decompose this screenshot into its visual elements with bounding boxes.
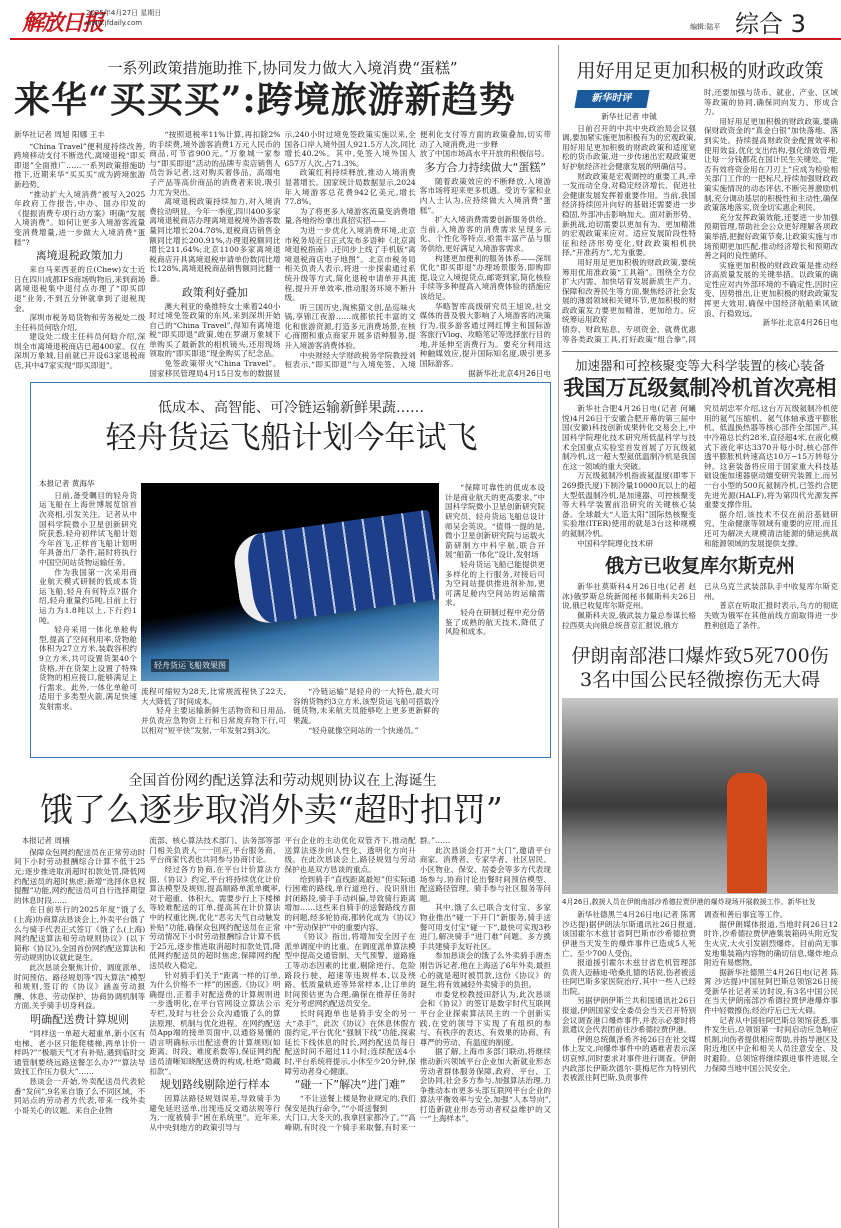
paragraph: 听三国历史,淘熊猫文创,品巡味火锅,享锦江夜游……成都依托丰富的文化和旅游资源,打造多元消费场景,在核心商圈和重点商家开展多语种服务,提升入境游客消费体验。 bbox=[284, 302, 416, 351]
paragraph: 随着政策效应的不断释放,入境游客市场将迎来更多机遇。受访专家和业内人士认为,应持续做大入境消费“蛋糕”。 bbox=[419, 176, 551, 215]
article-kicker: 低成本、高智能、可冷链运输新鲜果蔬…… bbox=[158, 400, 424, 417]
paragraph: 日前,备受瞩目的轻舟货运飞船在上海世博展览馆首次亮相,引发关注。记者从中国科学院微小卫星创新研究院获悉,轻舟初样试飞船计划今年首飞,正样首飞船计划明年具备出厂条件,届时将执行中国空间站货物运输任务。 bbox=[39, 490, 137, 567]
paragraph: “冷链运输”是轻舟的一大特色,最大可容纳货物约3立方米,该型货运飞船可搭载冷链货物,未来航天员能够吃上更多更新鲜的果蔬。 bbox=[293, 687, 439, 726]
image-caption: 轻舟货运飞船效果图 bbox=[151, 659, 229, 672]
article-body bbox=[14, 836, 551, 1132]
article-headline: 来华“买买买”:跨境旅游新趋势 bbox=[14, 79, 516, 121]
paragraph: 在日前举行的2025年度“饿了么(上海)协商算法恳谈会上,外卖平台饿了么与骑手代表正式签订《饿了么(上海)网约配送算法和劳动规则协议》(以下简称《协议》),全国首份网约配送算法和劳动规则协议就此诞生。 bbox=[14, 905, 146, 963]
paragraph: 用好用足更加积极的财政政策,要统筹用优用准政策“工具箱”。围绕全方位扩大内需、加快培育发展新质生产力、保障和改善民生等方面,聚焦经济社会发展的薄弱领域和关键环节,更加积极的财政政策发力要更加精准、更加给力。应统筹运用政府 bbox=[562, 257, 696, 325]
left-region bbox=[14, 58, 551, 1132]
article-body bbox=[562, 404, 838, 548]
article-headline: 俄方已收复库尔斯克州 bbox=[604, 555, 795, 578]
paragraph: 离境退税政策持续加力,对入境消费拉动明显。今年一季度,四川400多家离境退税商店办理离境退税境外游客数量同比增长204.78%,退税商店销售金额同比增长200.91%,办理退税额同比增长211.64%;北京1100多家离境退税商店开具离境退税申请单份数同比增长128%,离境退税商品销售额同比翻一番。 bbox=[149, 197, 281, 283]
paragraph: 放了中国市场高水平开放的积极信号。 bbox=[419, 149, 549, 159]
article-column bbox=[39, 479, 137, 711]
paragraph: 另据伊朗伊斯兰共和国通讯社26日报道,伊朗国家安全委员会当天召开特别会议调查港口爆炸事件,并表示必要时将派遣议会代表团前往沙希德拉贾伊港。 bbox=[562, 996, 696, 1035]
paragraph: 据新华社德黑兰4月26日电(记者 陈霄 沙达提)中国驻阿巴斯总领馆26日接受新华社记者采访时说,有3名中国公民在当天伊朗南部沙希德拉贾伊港爆炸事件中轻微擦伤,经治疗后已无大碍。 bbox=[704, 967, 838, 1016]
newspaper-logo: 解放日报 bbox=[22, 10, 103, 36]
byline: 本报记者 黄海华 bbox=[39, 479, 95, 489]
paragraph: 保障众包网约配送员在正常劳动时间下小时劳动报酬综合计算不低于25元;逐步推进取消超时扣款处罚,降低网约配送员的超时焦虑;新增“选择休息权提醒”功能,网约配送员可自行选择期望的休息时段…… bbox=[14, 847, 146, 905]
paragraph: 参加恳谈会的饿了么外卖骑手唐杰刚告诉记者,他在上海送了6年外卖,最担心的就是超时被罚款,这份《协议》的诞生,将有效减轻外卖骑手的负担。 bbox=[419, 951, 551, 990]
dateline-sign: 新华社北京4月26日电 bbox=[762, 318, 838, 328]
article-column bbox=[141, 687, 286, 735]
paragraph: 究员胡忠军介绍,这台万瓦级氦制冷机使用的氦气压缩机、氦气体轴承透平膨胀机、低温换热器等核心部件全部国产,其中冷箱总长约28米,直径超4米,在液化模式下液化率达3370升每小时,核心部件透平膨胀机转速高达10万~15万转每分钟。这套装备将应用于国家重大科技基础设施加速器驱动嬗变研究装置上,而另一台小型的500瓦氦制冷机,已签约合肥先进光源(HALF),将为第四代光源发挥重要支撑作用。 bbox=[704, 404, 838, 510]
right-region bbox=[562, 58, 838, 1083]
paragraph: 给到骑手“直线距离最短”但实际通行困难的路线,单行道逆行、没识别出封闭路段,骑手手动纠偏,导致骑行距离增加……这些来自骑手的送餐路线方面的问题,经多轮协商,都转化成为《协议》中“劳动保护”中的重要内容。 bbox=[284, 874, 416, 932]
paragraph: 用好用足更加积极的财政政策,要确保财政资金的“真金白银”加快落地、落到实处。持续提高财政资金配置效率和使用效益,优化支出结构,强化绩效管理,让每一分钱都花在国计民生关键处。“能否有效将资金用在刀刃上”应成为检验相关部门工作的一把标尺,持续加强财政政策实施情况的动态评估,不断完善激励机制,充分调动基层的积极性和主动性,确保政策落地落实,资金切实惠企利民。 bbox=[704, 116, 838, 213]
paragraph: 轻舟在研制过程中充分借鉴了成熟的航天技术,降低了风险和成本。 bbox=[445, 607, 545, 637]
subheading: “碰一下”解决“进门难” bbox=[294, 1078, 406, 1092]
paragraph: 中央财经大学财政税务学院教授刘桓表示,“即买即退”与入境免签、入境便利化支付等方面的政策叠加,切实带动了入境消费,进一步释 bbox=[284, 130, 551, 370]
paragraph: 财政政策是宏观调控的重要工具,牵一发而动全身,对稳定经济增长、促进社会健康发展发挥着重要作用。当前,我国经济持续回升向好的基础还需要进一步稳固,外部冲击影响加大。面对新形势、新挑战,迫切需要以更加有为、更加精准的宏观政策来应对。适应发展阶段性特征和经济形势变化,财政政策相机抉择,“开准药方”,尤为重要。 bbox=[562, 171, 696, 258]
paragraph: 普京在听取汇报时表示,乌方的彻底失败为俄军在其他前线方面取得进一步胜利创造了条件。 bbox=[704, 601, 838, 630]
paragraph: 伊朗总统佩泽希齐扬26日在社交媒体上发文,向爆炸事件中的遇难者表示深切哀悼,同时要求对事件进行调查。伊朗内政部长伊斯坎德尔·莫梅尼作为特别代表被派往阿巴斯,负责事件 bbox=[562, 1034, 696, 1083]
feature-box bbox=[30, 382, 551, 758]
subheading: 多方合力持续做大“蛋糕” bbox=[424, 160, 547, 174]
paragraph: 轻舟货运飞船已能提供更多样化的上行服务,对接后可为空间站提供推进剂补加,更可满足舱内空间站的运输需求。 bbox=[445, 560, 545, 608]
paragraph: 政策红利持续释放,推动入境消费显著增长。国家统计局数据显示,2024年入境游客总花费942亿美元,增长77.8%。 bbox=[284, 168, 416, 207]
subheading: 规划路线剔除逆行样本 bbox=[159, 1078, 270, 1092]
paragraph: 为了将更多入境游客流量变消费增量,各地纷纷拿出真招实招—— bbox=[284, 206, 416, 226]
paragraph: 免签政策带火“China Travel”。国家移民管理局4月15日发布的数据显示,240小时过境免签政策实施以来,全国各口岸入境外国人921.5万人次,同比增长40.2%。其中,免签入境外国人657万人次,占71.3%。 bbox=[149, 130, 416, 378]
paragraph: 作为我国第一次采用商业航天模式研制的低成本货运飞船,轻舟有何特点?据介绍,轻舟重量约5吨,目前上行运力为1.8吨以上,下行约1吨。 bbox=[39, 567, 137, 625]
paragraph: 深圳市税务局货物和劳务税处二级主任科员何晗介绍, bbox=[14, 313, 146, 332]
article-kicker: 全国首份网约配送算法和劳动规则协议在上海诞生 bbox=[128, 773, 437, 790]
issue-date: 2025年4月27日 星期日 bbox=[86, 9, 162, 17]
editorial-headline: 用好用足更加积极的财政政策 bbox=[576, 60, 824, 82]
paragraph: 大门口,大冬天的,我拿回家都冷了。”“高峰期,有时没一个骑手来取餐,有时来一群。”…… bbox=[284, 836, 451, 1132]
spacecraft-image bbox=[141, 483, 439, 681]
paragraph: 《协议》指出,将增加安全因子在派单调度中的比重。在调度派单算法模型中提高交通管制、天气预警、道路施工等动态因素的比重,剔除逆行、危险路段行驶、超速等违规样本,以及绕路、低质量轨迹等异常样本,让订单的时间预估更为合理,确保在推荐任务时充分考虑网约配送员安全。 bbox=[284, 932, 416, 1009]
explosion-photo bbox=[562, 698, 838, 894]
paragraph: 针对骑手们关于“距离一样的订单,为什么价格不一样”的困惑,《协议》明确提出,正着手对配送费的计算规则进一步透明化,在平台官网设立算法公示专栏,及时与社会公众沟通饿了么的算法原理、机制与优化进程。在网约配送员App端的接单页面中,以通俗易懂的语言明确标示出配送费的计算规则(如距离、时段、难度系数等),保证网约配送员清晰知晓配送费的构成,杜绝“隐藏扣款”。 bbox=[149, 970, 281, 1076]
paragraph: 据介绍,该技术不仅在前沿基础研究、生命健康等领域有重要的应用,而且还可为解决大规模清洁能源的储运挑战和能源领域的发展提供支撑。 bbox=[704, 509, 838, 548]
paragraph: 中国科学院理化技术研 bbox=[577, 538, 654, 548]
paragraph: “轻舟就像空间站的一个快递员。” bbox=[308, 725, 419, 735]
paragraph: 万瓦级氦制冷机指液氦温度(即零下269摄氏度)下制冷量10000瓦以上的超大型低温制冷机,是加速器、可控核聚变等大科学装置前沿研究的关键核心装备。全球最大“人造太阳”国际热核聚变实验堆(ITER)使用的就是3台这种规模的氦制冷机。 bbox=[562, 471, 696, 538]
paragraph: 经过各方协商,在平台计价算法方面,《协议》约定,平台将持续优化计价算法模型及规则,提高顺路单派单概率,对于超重、体积大、需要步行上下楼梯等较难配送的订单,提高其在计价算法中的权重比例,优化“恶劣天气自动触发补贴”功能,确保众包网约配送员在正常劳动情况下小时劳动报酬综合计算不低于25元,逐步推进取消超时扣款处罚,降低网约配送员的超时焦虑,保障网约配送员收入稳定。 bbox=[149, 865, 281, 970]
divider bbox=[562, 351, 838, 352]
article-body bbox=[562, 88, 838, 344]
paragraph: 据伊朗媒体报道,当地时间26日12时许,沙希德拉贾伊港集装箱码头附近发生火灾,大火引发剧烈爆炸。目前尚无事发地集装箱内容物的确切信息,爆炸地点附近有易燃物。 bbox=[704, 919, 838, 968]
paragraph: 扩大入境消费需要创新服务供给。当前,入境游客的消费需求呈现多元化、个性化等特点,亟需丰富产品与服务供给,更好满足入境游客需求。 bbox=[419, 215, 551, 253]
paragraph: 已从乌克兰武装部队手中收复库尔斯克州。 bbox=[704, 582, 838, 601]
subheading: 明确配送费计算规则 bbox=[30, 1012, 130, 1026]
paragraph: 调查和善后事宜等工作。 bbox=[704, 910, 788, 920]
article-headline: 伊朗南部港口爆炸致5死700伤 bbox=[571, 645, 829, 668]
paragraph: 市委党校教授田舒认为,此次恳谈会和《协议》的签订是数字时代互联网平台企业探索算法民主的一个创新实践,在党的领导下实现了有组织的参与、有秩序的表达、有效果的协商、有尊严的劳动、有温度的制度。 bbox=[419, 989, 551, 1047]
paragraph: 报道援引霍尔木兹甘省危机管理部负责人迈赫迪·哈桑扎德的话说,伤者被送往阿巴斯多家医院治疗,其中一些人已经出院。 bbox=[562, 958, 696, 996]
article-headline: 饿了么逐步取消外卖“超时扣罚” bbox=[40, 790, 503, 830]
paragraph: 澳大利亚的桑推特女士乘着240小时过境免签政策的东风,来到深圳开始自己的“China Travel”,得知有离境退税“即买即退”政策,她在罗湖万象城下单购买了最新款的相机镜头,还用现场领取的“即买即退”现金购买了纪念品。 bbox=[149, 301, 281, 359]
paragraph: 实施更加积极的财政政策是推动经济高质量发展的关键举措。以政策的确定性应对内外部环境的不确定性,因时应变、因势推出,让更加积极的财政政策发挥更大效用,确保中国经济航船乘风破浪、行稳致远。 bbox=[704, 260, 838, 318]
paragraph: “同样送一单超大超重单,新小区有电梯、老小区只能爬楼梯,两单计价一样吗?”“极端天气才有补贴,遇到临时交通管制要绕远路送餐怎么办?”“算法导致找工作压力很大”…… bbox=[14, 1028, 146, 1077]
paragraph: 新华社德黑兰4月26日电(记者 陈霄 沙达提)据伊朗法尔斯通讯社26日报道,该国霍尔木兹甘省阿巴斯市沙希德拉贾伊港当天发生的爆炸事件已造成5人死亡、至少700人受伤。 bbox=[562, 910, 696, 958]
paragraph: 新华社莫斯科4月26日电(记者 赵冰)俄罗斯总统新闻秘书佩斯科夫26日说,俄已收复库尔斯克州。 bbox=[562, 582, 696, 611]
paragraph: 此次恳谈会打开“大门”,邀请平台商家、消费者、专家学者、社区居民、小区物业、保安、居委会等多方代表现场参与,协商讨论出餐时间预估模型、配送路径管理、骑手参与社区服务等问题。 bbox=[419, 845, 551, 903]
byline: 本报记者 周楠 bbox=[21, 836, 70, 846]
subheading: 政策利好叠加 bbox=[181, 285, 248, 299]
paragraph: 据了解,上海市多部门联动,将继续推动新兴领域平台企业加大新就业形态劳动者群体服务保障,政府、平台、工会协同,社会多方参与,加强算法治理,力争推动本市更多头部互联网平台企业的算法平衡效率与安全,加强“人本导向”,打造新就业形态劳动者权益维护的又一“上海样本”。 bbox=[419, 1047, 551, 1124]
spacecraft-illustration bbox=[231, 510, 439, 627]
paragraph: “China Travel”便利度持续改善,跨境移动支付不断迭代,离境退税“即买即退”全面推广……一系列政策措施助推下,近期来华“买买买”成为跨境旅游新趋势。 bbox=[14, 141, 146, 189]
paragraph: “按照退税率11%计算,再扣除2%的手续费,境外游客消费1万元人民币的商品,可节省900元。”万象城一家参与“即买即退”活动的品牌专卖店销售人员告诉记者,这对购买奢侈品、高端电子产品等高价商品的消费者来说,吸引力尤为突出。 bbox=[149, 130, 281, 197]
rescue-worker-figure bbox=[727, 773, 767, 893]
article-column bbox=[293, 687, 439, 735]
paragraph: 轻舟采用一体化单舱构型,提高了空间利用率,货物舱体积为27立方米,装载容积约9立方米,共可设置货架40个货格,并在货架上设置了特殊货物的相应接口,能够满足上行需求。此外,一体化单舱可适用于多类型火箭,满足快速发射需求。 bbox=[39, 625, 137, 711]
article-body bbox=[562, 910, 838, 1083]
paragraph: 因算法路径规划误差,导致骑手为避免延迟送单,出现违反交通法规等行为,一度被骑手“困在系统里”。近年来,从中央到地方的政策引导与 bbox=[149, 1094, 281, 1132]
paragraph: 流程可缩短为28天,比常规流程快了22天,大大降低了时间成本。 bbox=[141, 687, 286, 706]
paragraph: 恳谈会一开始,外卖配送员代表轮番“发问”,9名来自饿了么不同区域、不同站点的劳动者方代表,带来一线外卖小哥关心的议题。来自企业物 bbox=[14, 1076, 146, 1115]
paragraph: 建设处二级主任科员何晗介绍,深圳全市离境退税商店已超400家。仅在深圳万象城,目前就已开设63家退税商店,其中47家实现“即买即退”。 bbox=[14, 332, 146, 371]
article-column bbox=[445, 483, 545, 637]
paragraph: 平台企业的主动优化双管齐下,推动配送算法逐步向人性化、透明化方向升级。在此次恳谈会上,路径规划与劳动保护也是双方恳谈的重点。 bbox=[284, 836, 416, 875]
byline: 新华社记者 申铖 bbox=[601, 112, 657, 121]
paragraph: 其中,饿了么已联合支付宝、多家物业推出“碰一下开门”新服务,骑手送餐可用支付宝“碰一下”,最快可实现3秒进门,解决骑手“进门难”问题。多方携手共建骑手友好社区。 bbox=[419, 903, 551, 951]
dateline-sign: 据新华社北京4月26日电 bbox=[468, 368, 551, 378]
paragraph: 构建更加便利的服务体系——深圳优化“即买即退”办理场景服务,即购即提,设立入境提货点,邮寄到家,简化核验手续等多种提高入境消费体验的措施应该给足。 bbox=[419, 253, 551, 301]
article-headline-second: 3名中国公民轻微擦伤无大碍 bbox=[579, 669, 821, 692]
section-page-label: 综合 3 bbox=[735, 10, 806, 38]
article-headline: 轻舟货运飞船计划今年试飞 bbox=[105, 420, 478, 457]
paragraph: 新华社合肥4月26日电(记者 何曦悦)4月26日于安徽合肥开幕的第三届中国(安徽)科技创新成果转化交易会上,中国科学院理化技术研究所低温科学与技术全国重点实验室首发首展了万瓦级氦制冷机,这一超大型氦低温制冷机是我国在这一领域的重大突破。 bbox=[562, 404, 696, 471]
paragraph: 来自马来西亚的丘(Chew)女士近日在四川成都IFS商场购物后,来到商场离境退税集中退付点办理了“即买即退”业务,不到五分钟就拿到了退税现金。 bbox=[14, 265, 146, 313]
column-divider bbox=[558, 45, 559, 1228]
commentary-badge: 新华时评 bbox=[574, 90, 649, 108]
paragraph: 流部、核心算法技术部门、法务部等部门相关负责人一一回应,平台服务商、平台商家代表也共同参与协商讨论。 bbox=[149, 836, 281, 865]
paragraph: “不让送餐上楼是物业规定的,我们保安是执行命令。”“小哥送餐到 bbox=[284, 1094, 416, 1113]
paragraph: “保障可靠性的低成本设计是商业航天的更高要求。”中国科学院微小卫星创新研究院研究员、轻舟货运飞船总设计师吴会英说。“值得一提的是,微小卫星创新研究院与运载火箭研制方中科宇航,联合开展“船箭一体化”设计,发射场 bbox=[445, 483, 545, 560]
paragraph: 记者从中国驻阿巴斯总领馆获悉,事件发生后,总领馆第一时间启动应急响应机制,向伤者提供相应帮助,并指导港区及附近地区中企和相关人员注意安全、及时避险。总领馆将继续跟进事件进展,全力保障当地中国公民安全。 bbox=[704, 1015, 838, 1073]
article-kicker: 加速器和可控核聚变等大科学装置的核心装备 bbox=[574, 358, 825, 374]
article-headline: 我国万瓦级氦制冷机首次亮相 bbox=[563, 375, 837, 401]
paragraph: 为进一步优化入境消费环境,北京市税务局近日正式发布多语种《北京离境退税指南》,还同步上线了手机版“离境退税商店电子地图”。北京市税务局相关负责人表示,将进一步探索通过系统升级等方式,简化退税申请单开具流程,提升开单效率,推动服务环境不断升级。 bbox=[284, 225, 416, 303]
photo-caption: 4月26日,救援人员在伊朗南部沙希德拉贾伊港的爆炸现场开展救援工作。新华社发 bbox=[562, 898, 816, 907]
article-body bbox=[562, 582, 838, 630]
paragraph: 充分发挥政策效能,还要进一步加强预期管理,帮助社会公众更好理解各项政策举措,把握好政策节奏,让政策实施与市场预期更加匹配,推动经济增长和预期改善之间的良性循环。 bbox=[704, 212, 838, 261]
paragraph: 佩斯科夫说,俄武装力量总参谋长格拉西莫夫向俄总统普京汇报说,俄方 bbox=[562, 610, 696, 630]
paragraph: 日前召开的中共中央政治局会议强调,要加紧实施更加积极有为的宏观政策,用好用足更加积极的财政政策和适度宽松的货币政策,进一步传递出宏观政策更好护航经济社会健康发展的明确信号。 bbox=[562, 123, 696, 171]
paragraph: “推动扩大入境消费”被写入2025年政府工作报告,中办、国办印发的《提振消费专项行动方案》明确“发展入境消费”。如何让更多入境游客流量变消费增量,进一步做大入境消费“蛋糕”? bbox=[14, 189, 146, 247]
paragraph: 轻舟主要运输新鲜生活物资和日用品,并负责应急物资上行和日常废弃物下行,可以相对“短平快”发射,一年发射2到3次。 bbox=[141, 706, 286, 735]
website-url[interactable]: www.jfdaily.com bbox=[86, 19, 143, 27]
article-kicker: 一系列政策措施助推下,协同发力做大入境消费“蛋糕” bbox=[107, 59, 458, 77]
byline: 新华社记者 周旭 阳娜 王丰 bbox=[14, 130, 105, 139]
paragraph: 债券、财政贴息、专项资金、就费优惠等各类政策工具,打好政策“组合拳”,同时,还要加强与货币、就业、产业、区域等政策的协同,确保同向发力、形成合力。 bbox=[562, 88, 838, 344]
subheading: 离境退税政策加力 bbox=[35, 249, 124, 263]
masthead-rule bbox=[10, 38, 841, 40]
paragraph: 华略智库高级研究员王旭说,社交媒体的普及极大影响了入境游客的决策行为,很多游客通过网红博主和国际游客旅行Vlog、攻略笔记等选择旅行目的地,并延伸至消费行为。要充分利用这种触媒效应,提升国际知名度,吸引更多国际游客。 bbox=[419, 301, 551, 369]
article-body bbox=[14, 130, 551, 378]
paragraph: 此次恳谈会聚焦计价、调度派单、时间预估、路径规划等“四大算法”模型和规则,签订的《协议》涵盖劳动报酬、休息、劳动保护、协商协调机制等方面,关乎骑手切身利益。 bbox=[14, 962, 146, 1011]
editor-credit: 编辑:陆平 bbox=[690, 23, 721, 31]
paragraph: 长时间跑单也是骑手安全的另一大“杀手”。此次《协议》在休息休假方面约定,平台优化“强制下线”功能,探索延长下线休息的时长,网约配送员每日配送时间不超过11小时;连续配送4小时,平台系统将提示,小休至少20分钟,保障劳动者身心健康。 bbox=[284, 1008, 416, 1076]
